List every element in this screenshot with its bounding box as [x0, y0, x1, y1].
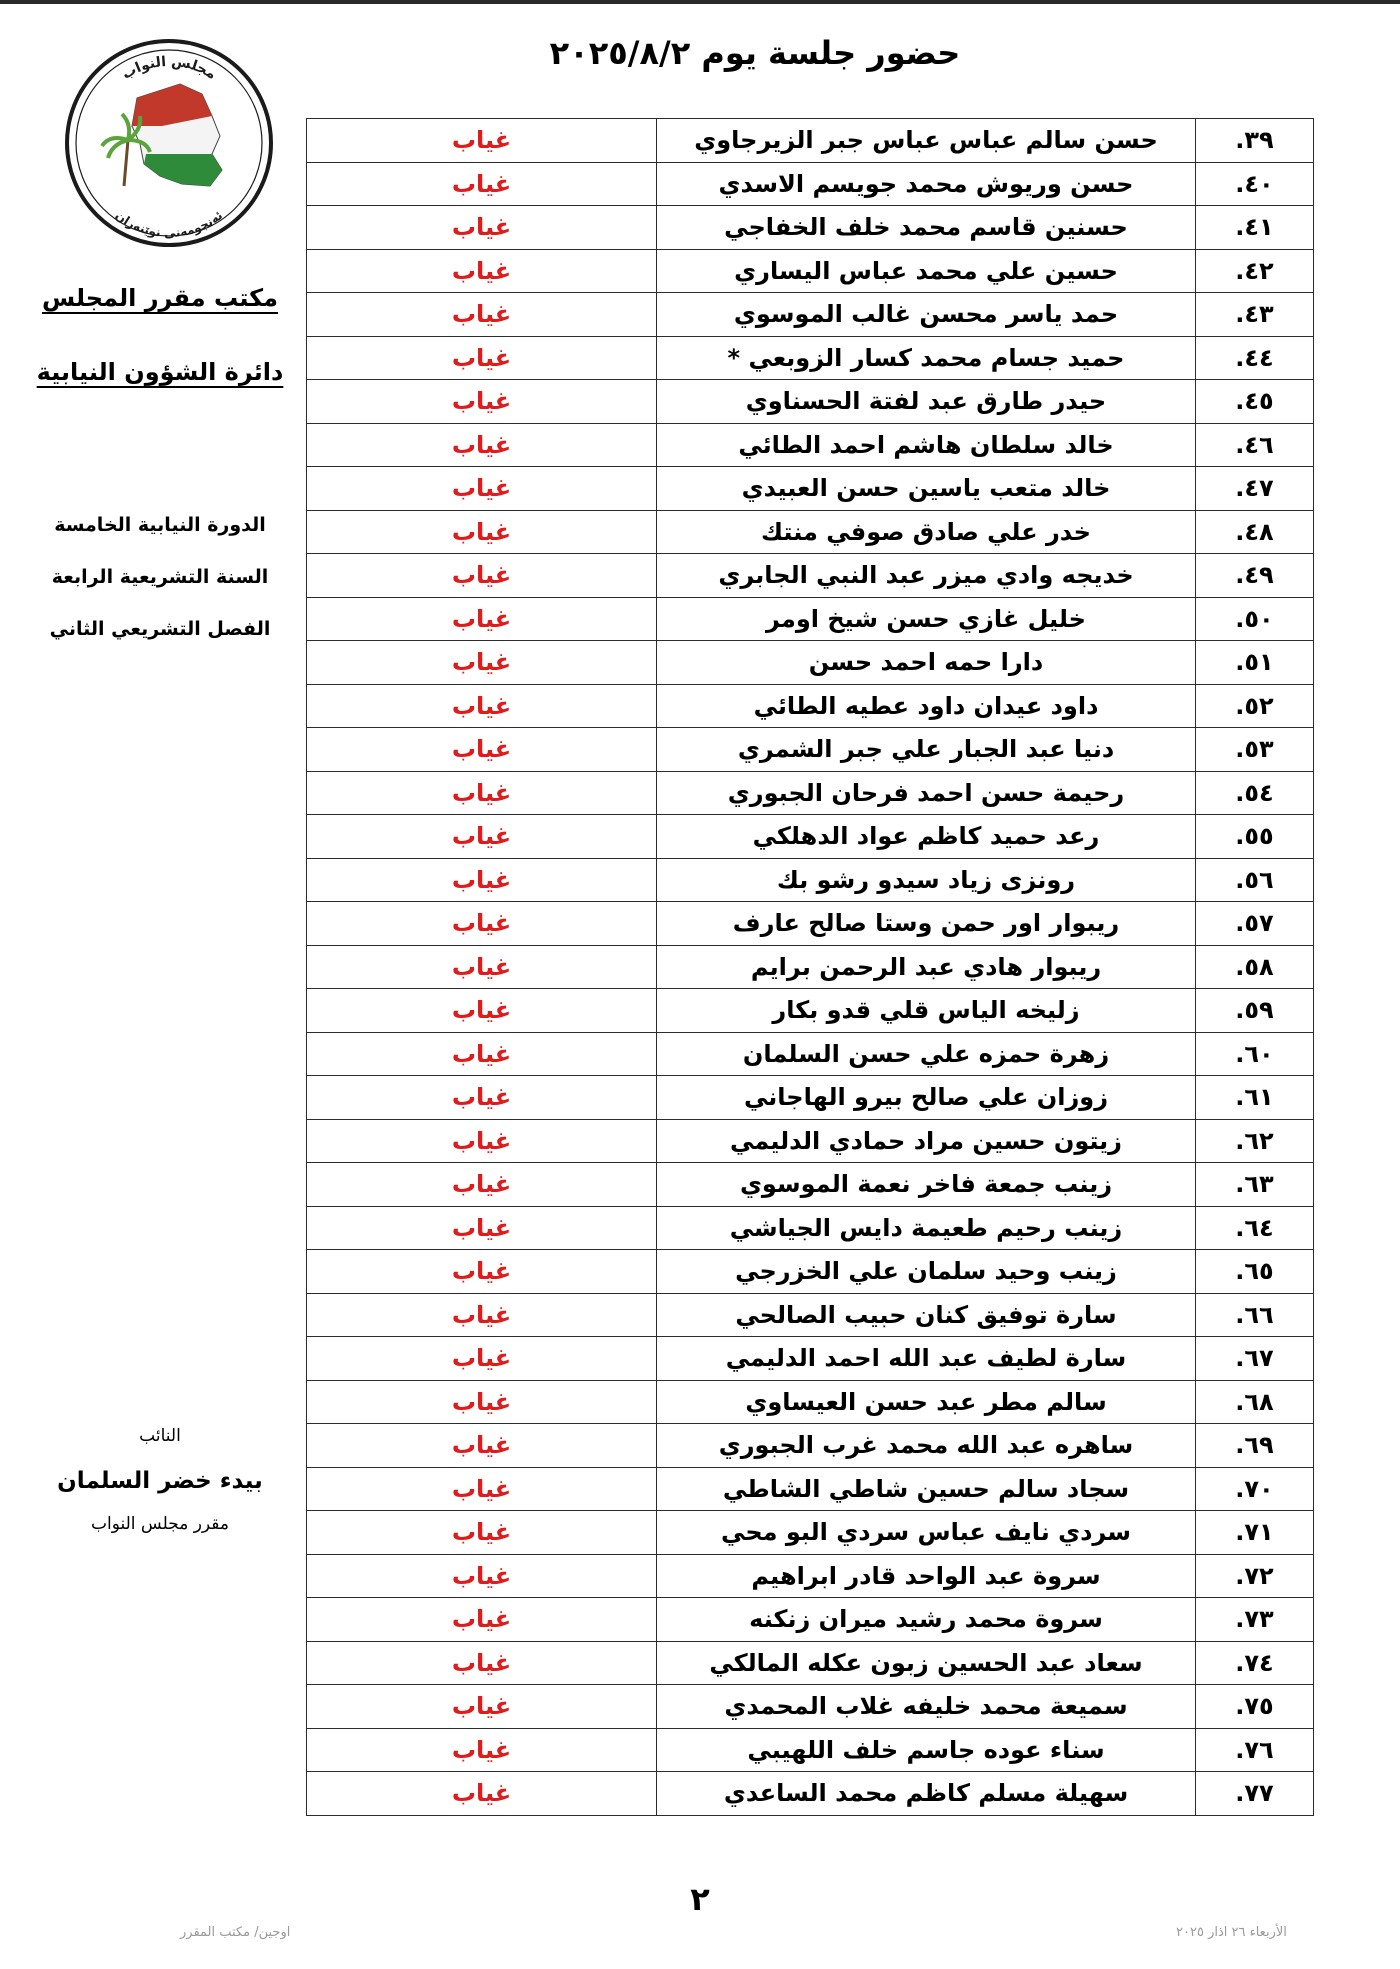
table-row [307, 641, 1314, 685]
member-name: زينب رحيم طعيمة دايس الجياشي [657, 1206, 1196, 1250]
row-number: ٤٥. [1196, 380, 1314, 424]
table-row [307, 1119, 1314, 1163]
member-name: دارا حمه احمد حسن [657, 641, 1196, 685]
attendance-status: غياب [307, 1424, 657, 1468]
member-name: حمد ياسر محسن غالب الموسوي [657, 293, 1196, 337]
attendance-status: غياب [307, 249, 657, 293]
term-block [30, 514, 290, 640]
table-row [307, 1424, 1314, 1468]
seal-bottom-text: ئەنجومەنی نوێنەران [112, 208, 226, 241]
member-name: حميد جسام محمد كسار الزوبعي * [657, 336, 1196, 380]
table-row [307, 728, 1314, 772]
member-name: دنيا عبد الجبار علي جبر الشمري [657, 728, 1196, 772]
member-name: ريبوار هادي عبد الرحمن برايم [657, 945, 1196, 989]
footer-left-note: اوجين/ مكتب المقرر [180, 1925, 291, 1940]
table-row [307, 1337, 1314, 1381]
attendance-status: غياب [307, 1598, 657, 1642]
attendance-status: غياب [307, 728, 657, 772]
table-row [307, 119, 1314, 163]
row-number: ٦٨. [1196, 1380, 1314, 1424]
row-number: ٥٥. [1196, 815, 1314, 859]
member-name: رحيمة حسن احمد فرحان الجبوري [657, 771, 1196, 815]
table-row [307, 1250, 1314, 1294]
attendance-status: غياب [307, 1337, 657, 1381]
attendance-status: غياب [307, 336, 657, 380]
row-number: ٤٣. [1196, 293, 1314, 337]
term-session: الدورة النيابية الخامسة [54, 514, 266, 536]
table-row [307, 206, 1314, 250]
row-number: ٥٧. [1196, 902, 1314, 946]
term-year: السنة التشريعية الرابعة [51, 566, 269, 588]
table-row [307, 467, 1314, 511]
table-row [307, 249, 1314, 293]
row-number: ٥٤. [1196, 771, 1314, 815]
member-name: رعد حميد كاظم عواد الدهلكي [657, 815, 1196, 859]
row-number: ٦١. [1196, 1076, 1314, 1120]
table-row [307, 1728, 1314, 1772]
member-name: حسين علي محمد عباس اليساري [657, 249, 1196, 293]
attendance-status: غياب [307, 423, 657, 467]
table-row [307, 1206, 1314, 1250]
footer-date: الأربعاء ٢٦ اذار ٢٠٢٥ [1176, 1925, 1287, 1940]
member-name: خالد متعب ياسين حسن العبيدي [657, 467, 1196, 511]
row-number: ٧١. [1196, 1511, 1314, 1555]
seal-top-text: مجلس النواب [119, 53, 219, 83]
attendance-status: غياب [307, 945, 657, 989]
row-number: ٥٣. [1196, 728, 1314, 772]
department-name: دائرة الشؤون النيابية [36, 358, 284, 386]
signature-role: النائب [139, 1426, 181, 1446]
attendance-status: غياب [307, 1467, 657, 1511]
department-block [30, 358, 290, 386]
table-row [307, 815, 1314, 859]
table-row [307, 1293, 1314, 1337]
table-row [307, 1511, 1314, 1555]
row-number: ٣٩. [1196, 119, 1314, 163]
table-row [307, 858, 1314, 902]
signature-block [30, 1426, 290, 1534]
attendance-status: غياب [307, 293, 657, 337]
member-name: حيدر طارق عبد لفتة الحسناوي [657, 380, 1196, 424]
row-number: ٦٤. [1196, 1206, 1314, 1250]
table-row [307, 1380, 1314, 1424]
attendance-status: غياب [307, 380, 657, 424]
member-name: زليخه الياس قلي قدو بكار [657, 989, 1196, 1033]
attendance-status: غياب [307, 467, 657, 511]
attendance-status: غياب [307, 1206, 657, 1250]
table-row [307, 1554, 1314, 1598]
parliament-seal-logo [62, 36, 276, 250]
member-name: رونزى زياد سيدو رشو بك [657, 858, 1196, 902]
row-number: ٧٣. [1196, 1598, 1314, 1642]
signature-name: بيدء خضر السلمان [57, 1468, 263, 1494]
attendance-status: غياب [307, 771, 657, 815]
member-name: سردي نايف عباس سردي البو محي [657, 1511, 1196, 1555]
row-number: ٧٦. [1196, 1728, 1314, 1772]
attendance-status: غياب [307, 902, 657, 946]
row-number: ٥٠. [1196, 597, 1314, 641]
attendance-status: غياب [307, 1554, 657, 1598]
row-number: ٦٥. [1196, 1250, 1314, 1294]
row-number: ٧٢. [1196, 1554, 1314, 1598]
attendance-status: غياب [307, 1772, 657, 1816]
table-row [307, 902, 1314, 946]
member-name: سارة لطيف عبد الله احمد الدليمي [657, 1337, 1196, 1381]
table-row [307, 597, 1314, 641]
row-number: ٤٩. [1196, 554, 1314, 598]
table-row [307, 162, 1314, 206]
attendance-status: غياب [307, 1032, 657, 1076]
table-row [307, 1772, 1314, 1816]
attendance-status: غياب [307, 597, 657, 641]
member-name: خدر علي صادق صوفي منتك [657, 510, 1196, 554]
term-chapter: الفصل التشريعي الثاني [49, 618, 271, 640]
attendance-table [306, 118, 1314, 1816]
attendance-status: غياب [307, 684, 657, 728]
table-row [307, 1467, 1314, 1511]
member-name: ريبوار اور حمن وستا صالح عارف [657, 902, 1196, 946]
row-number: ٤٨. [1196, 510, 1314, 554]
member-name: حسن وريوش محمد جويسم الاسدي [657, 162, 1196, 206]
row-number: ٤٧. [1196, 467, 1314, 511]
row-number: ٤٦. [1196, 423, 1314, 467]
row-number: ٦٩. [1196, 1424, 1314, 1468]
attendance-status: غياب [307, 1119, 657, 1163]
attendance-status: غياب [307, 815, 657, 859]
member-name: سناء عوده جاسم خلف اللهيبي [657, 1728, 1196, 1772]
attendance-status: غياب [307, 1728, 657, 1772]
member-name: حسن سالم عباس عباس جبر الزيرجاوي [657, 119, 1196, 163]
member-name: سهيلة مسلم كاظم محمد الساعدي [657, 1772, 1196, 1816]
member-name: سعاد عبد الحسين زبون عكله المالكي [657, 1641, 1196, 1685]
member-name: خليل غازي حسن شيخ اومر [657, 597, 1196, 641]
row-number: ٦٦. [1196, 1293, 1314, 1337]
row-number: ٤٢. [1196, 249, 1314, 293]
table-row [307, 380, 1314, 424]
row-number: ٥١. [1196, 641, 1314, 685]
row-number: ٦٣. [1196, 1163, 1314, 1207]
attendance-status: غياب [307, 1511, 657, 1555]
table-row [307, 1685, 1314, 1729]
member-name: حسنين قاسم محمد خلف الخفاجي [657, 206, 1196, 250]
row-number: ٥٩. [1196, 989, 1314, 1033]
member-name: خديجه وادي ميزر عبد النبي الجابري [657, 554, 1196, 598]
member-name: ساهره عبد الله محمد غرب الجبوري [657, 1424, 1196, 1468]
attendance-status: غياب [307, 162, 657, 206]
page-number: ٢ [690, 1880, 710, 1918]
attendance-status: غياب [307, 858, 657, 902]
table-row [307, 1163, 1314, 1207]
table-row [307, 1641, 1314, 1685]
attendance-status: غياب [307, 1163, 657, 1207]
table-row [307, 554, 1314, 598]
attendance-status: غياب [307, 1380, 657, 1424]
signature-position: مقرر مجلس النواب [90, 1514, 230, 1534]
attendance-status: غياب [307, 554, 657, 598]
attendance-status: غياب [307, 1250, 657, 1294]
member-name: سروة عبد الواحد قادر ابراهيم [657, 1554, 1196, 1598]
row-number: ٤٤. [1196, 336, 1314, 380]
table-row [307, 1032, 1314, 1076]
table-row [307, 293, 1314, 337]
table-row [307, 771, 1314, 815]
table-row [307, 684, 1314, 728]
row-number: ٥٢. [1196, 684, 1314, 728]
member-name: خالد سلطان هاشم احمد الطائي [657, 423, 1196, 467]
member-name: زينب وحيد سلمان علي الخزرجي [657, 1250, 1196, 1294]
row-number: ٧٠. [1196, 1467, 1314, 1511]
attendance-status: غياب [307, 1641, 657, 1685]
member-name: زوزان علي صالح بيرو الهاجاني [657, 1076, 1196, 1120]
member-name: داود عيدان داود عطيه الطائي [657, 684, 1196, 728]
attendance-status: غياب [307, 1685, 657, 1729]
row-number: ٦٧. [1196, 1337, 1314, 1381]
attendance-status: غياب [307, 989, 657, 1033]
member-name: زهرة حمزه علي حسن السلمان [657, 1032, 1196, 1076]
attendance-status: غياب [307, 510, 657, 554]
attendance-status: غياب [307, 206, 657, 250]
member-name: سميعة محمد خليفه غلاب المحمدي [657, 1685, 1196, 1729]
row-number: ٦٠. [1196, 1032, 1314, 1076]
office-block [30, 284, 290, 312]
table-row [307, 989, 1314, 1033]
page-title: حضور جلسة يوم ٢٠٢٥/٨/٢ [549, 34, 961, 72]
table-row [307, 1598, 1314, 1642]
row-number: ٤١. [1196, 206, 1314, 250]
row-number: ٦٢. [1196, 1119, 1314, 1163]
table-row [307, 945, 1314, 989]
attendance-status: غياب [307, 119, 657, 163]
row-number: ٤٠. [1196, 162, 1314, 206]
row-number: ٥٨. [1196, 945, 1314, 989]
office-name: مكتب مقرر المجلس [42, 284, 278, 312]
row-number: ٥٦. [1196, 858, 1314, 902]
attendance-rows [307, 119, 1314, 1816]
row-number: ٧٤. [1196, 1641, 1314, 1685]
row-number: ٧٥. [1196, 1685, 1314, 1729]
top-rule [0, 0, 1400, 4]
member-name: سارة توفيق كنان حبيب الصالحي [657, 1293, 1196, 1337]
attendance-status: غياب [307, 1076, 657, 1120]
member-name: زيتون حسين مراد حمادي الدليمي [657, 1119, 1196, 1163]
table-row [307, 1076, 1314, 1120]
attendance-status: غياب [307, 1293, 657, 1337]
attendance-status: غياب [307, 641, 657, 685]
table-row [307, 423, 1314, 467]
member-name: سروة محمد رشيد ميران زنكنه [657, 1598, 1196, 1642]
member-name: زينب جمعة فاخر نعمة الموسوي [657, 1163, 1196, 1207]
table-row [307, 510, 1314, 554]
row-number: ٧٧. [1196, 1772, 1314, 1816]
member-name: سالم مطر عبد حسن العيساوي [657, 1380, 1196, 1424]
table-row [307, 336, 1314, 380]
member-name: سجاد سالم حسين شاطي الشاطي [657, 1467, 1196, 1511]
